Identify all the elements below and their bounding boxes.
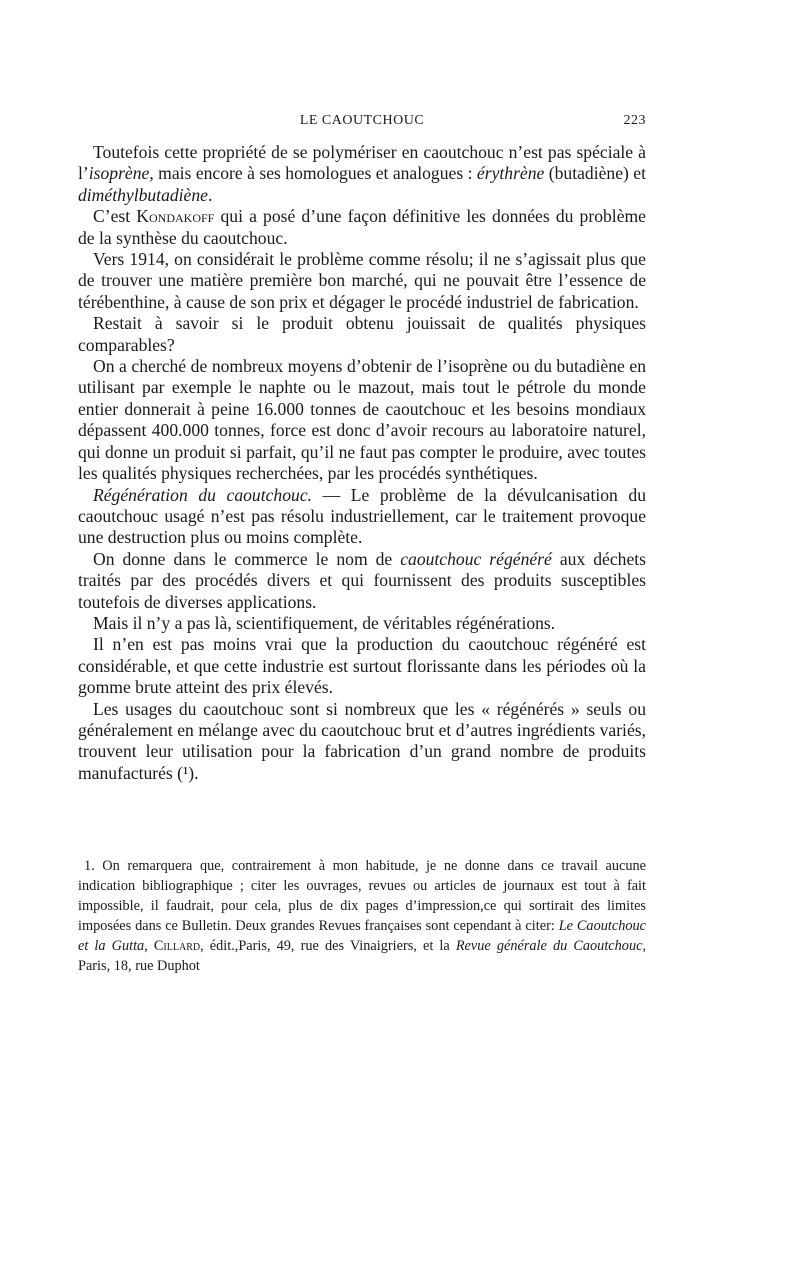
text-run: aux déchets traités par des procédés divers et qui fournissent des produits susceptibles toutefois de diverses applications. bbox=[78, 548, 646, 612]
page-header bbox=[78, 113, 646, 133]
text-run: Toutefois cette propriété de se polymériser en caoutchouc n’est pas spéciale à l’ bbox=[78, 142, 646, 184]
text-run: 1. On remarquera que, contrairement à mon habitude, je ne donne dans ce travail aucune indication bibliographique ; citer les ouvrages, revues ou articles de journaux est tout à fait impossible, il faudrait, pour cela, plus de dix pages d’impression,ce qui sortirait des limites imposées dans ce Bulletin. Deux grandes Revues françaises sont cependant à citer: bbox=[78, 858, 646, 934]
section-heading: Régénération du caoutchouc. bbox=[93, 484, 313, 505]
text-run: , bbox=[144, 938, 154, 954]
text-run: , mais encore à ses homologues et analogues : bbox=[149, 163, 477, 184]
text-run: , édit.,Paris, 49, rue des Vinaigriers, et la bbox=[200, 938, 456, 954]
italic-term: caoutchouc régénéré bbox=[400, 548, 552, 569]
text-run: qui a posé d’une façon définitive les données du problème de la synthèse du caoutchouc. bbox=[78, 206, 646, 248]
publisher-name: Cillard bbox=[153, 938, 201, 954]
main-text bbox=[78, 142, 646, 784]
paragraph: Restait à savoir si le produit obtenu jouissait de qualités physiques comparables? bbox=[78, 313, 646, 355]
paragraph: Mais il n’y a pas là, scientifiquement, de véritables régénérations. bbox=[93, 612, 556, 633]
paragraph bbox=[78, 206, 646, 249]
page-number: 223 bbox=[623, 113, 646, 128]
paragraph: Il n’en est pas moins vrai que la production du caoutchouc régénéré est considérable, et que cette industrie est surtout florissante dans les périodes où la gomme brute atteint des prix élevés. bbox=[78, 634, 646, 698]
text-run: , Paris, 18, rue Duphot bbox=[78, 938, 647, 974]
footnote bbox=[78, 856, 646, 976]
italic-term: isoprène bbox=[88, 163, 150, 184]
italic-term: diméthylbutadiène bbox=[78, 184, 208, 205]
italic-term: érythrène bbox=[476, 163, 545, 184]
footnote-text bbox=[78, 856, 646, 976]
text-run: (butadiène) et bbox=[544, 163, 646, 184]
paragraph: Les usages du caoutchouc sont si nombreux que les « régénérés » seuls ou généralement en mélange avec du caoutchouc brut et d’autres ingrédients variés, trouvent leur utilisation pour la fabrication d’un grand nombre de produits manufacturés (¹). bbox=[78, 698, 646, 783]
italic-title: Le Caoutchouc et la Gutta bbox=[78, 918, 646, 954]
text-run: — Le problème de la dévulcanisation du caoutchouc usagé n’est pas résolu industriellement, car le traitement provoque une destruction plus ou moins complète. bbox=[78, 484, 646, 548]
paragraph: On a cherché de nombreux moyens d’obtenir de l’isoprène ou du butadiène en utilisant par exemple le naphte ou le mazout, mais tout le pétrole du monde entier donnerait à peine 16.000 tonnes de caoutchouc et les besoins mondiaux dépassent 400.000 tonnes, force est donc d’avoir recours au laboratoire naturel, qui donne un produit si parfait, qu’il ne faut pas compter le produire, avec toutes les qualités physiques recherchées, par les procédés synthétiques. bbox=[78, 356, 646, 484]
text-run: On donne dans le commerce le nom de bbox=[93, 548, 401, 569]
running-title: LE CAOUTCHOUC bbox=[299, 113, 425, 128]
author-name: Kondakoff bbox=[136, 206, 215, 227]
paragraph bbox=[78, 549, 646, 613]
paragraph: Vers 1914, on considérait le problème comme résolu; il ne s’agissait plus que de trouver une matière première bon marché, qui ne pouvait être l’essence de térébenthine, à cause de son prix et dégager le procédé industriel de fabrication. bbox=[78, 249, 646, 312]
paragraph bbox=[78, 485, 646, 549]
text-run: . bbox=[207, 184, 213, 205]
italic-title: Revue générale du Caoutchouc bbox=[455, 938, 643, 954]
text-run: C’est bbox=[93, 206, 137, 227]
paragraph bbox=[78, 142, 646, 206]
